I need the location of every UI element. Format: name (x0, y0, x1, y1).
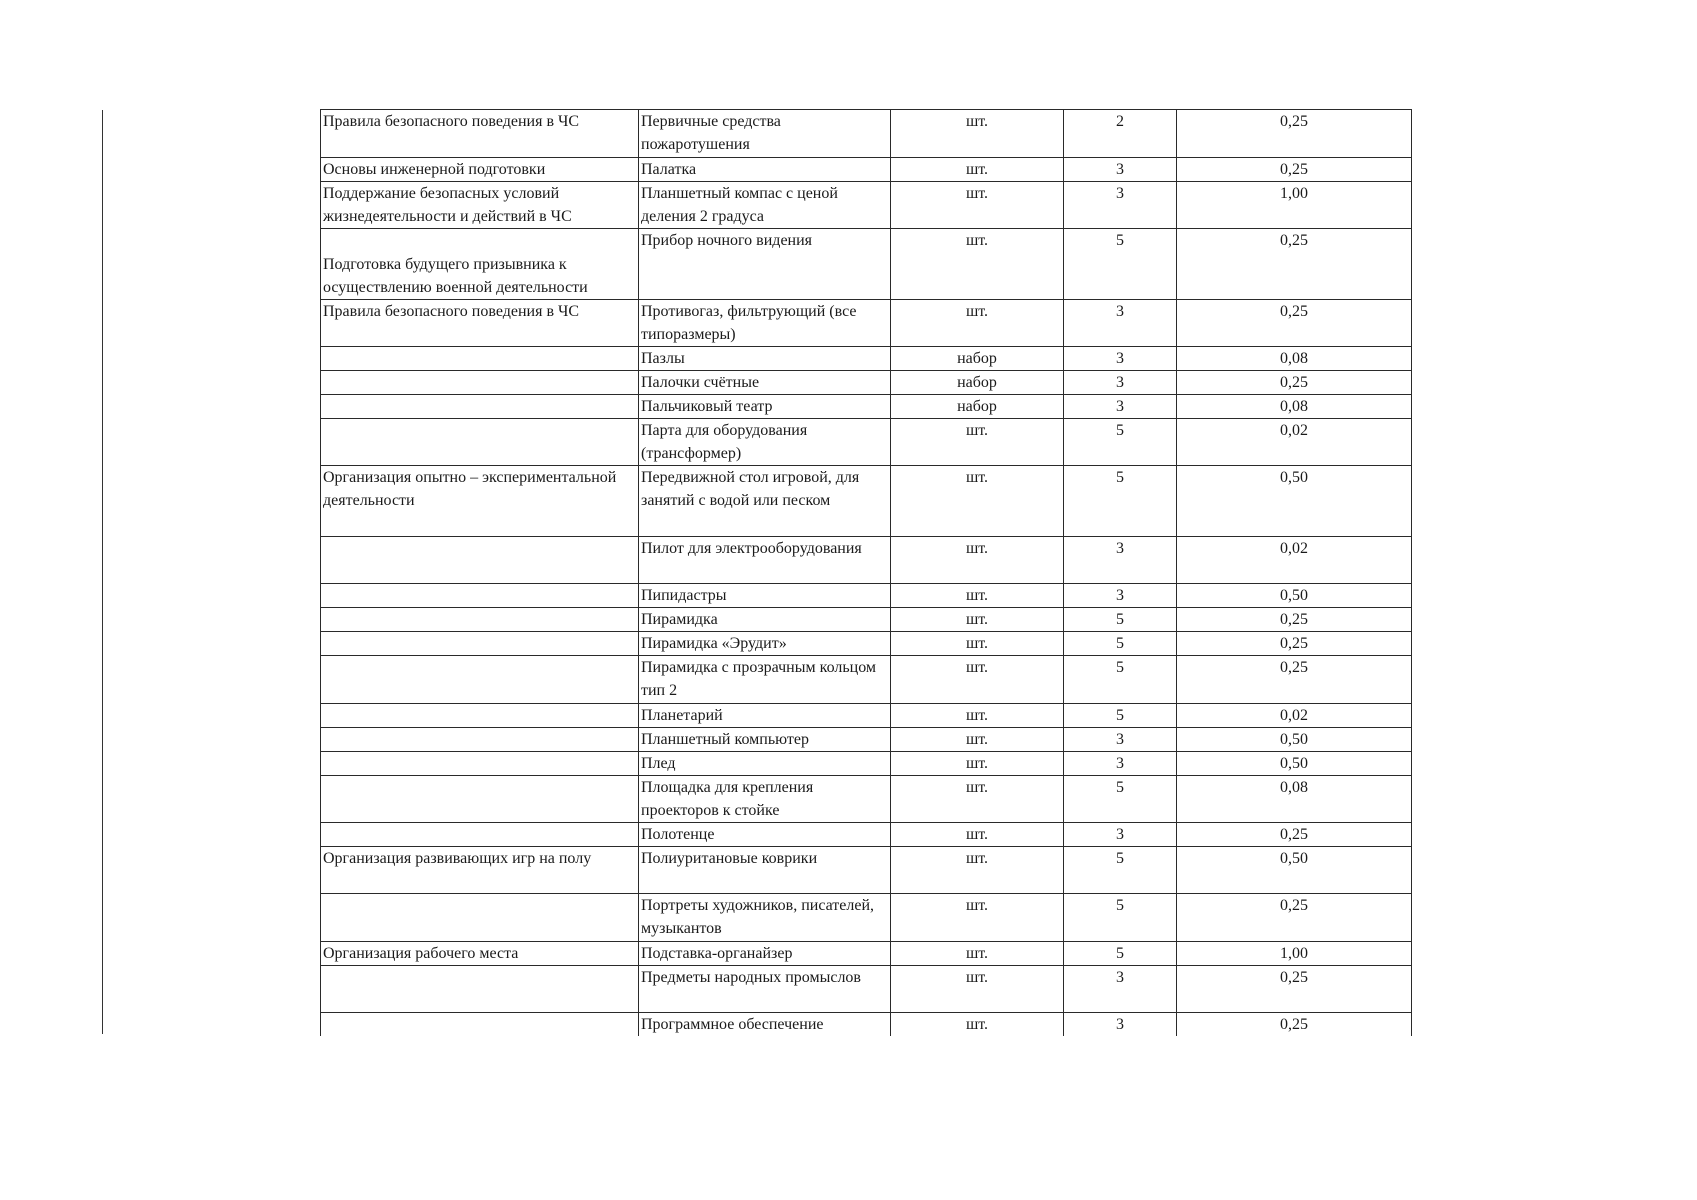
unit-cell: шт. (891, 823, 1064, 847)
table-row (321, 942, 1412, 966)
table-row (321, 608, 1412, 632)
coef-cell: 0,50 (1177, 847, 1412, 894)
coef-cell: 0,25 (1177, 1013, 1412, 1037)
qty-cell: 3 (1064, 537, 1177, 584)
topic-cell (321, 347, 639, 371)
topic-cell (321, 1013, 639, 1037)
unit-cell: шт. (891, 300, 1064, 347)
table-row (321, 347, 1412, 371)
qty-cell: 5 (1064, 894, 1177, 942)
topic-cell (321, 656, 639, 704)
unit-cell: набор (891, 347, 1064, 371)
unit-cell: шт. (891, 752, 1064, 776)
table-row (321, 419, 1412, 466)
table-row (321, 728, 1412, 752)
qty-cell: 5 (1064, 608, 1177, 632)
coef-cell: 0,25 (1177, 110, 1412, 158)
unit-cell: шт. (891, 776, 1064, 823)
table-row (321, 182, 1412, 229)
item-cell: Палочки счётные (639, 371, 891, 395)
topic-cell: Правила безопасного поведения в ЧС (321, 110, 639, 158)
topic-cell: Поддержание безопасных условий жизнедеятельности и действий в ЧС (321, 182, 639, 229)
coef-cell: 1,00 (1177, 942, 1412, 966)
topic-cell: Организация рабочего места (321, 942, 639, 966)
qty-cell: 3 (1064, 371, 1177, 395)
topic-cell (321, 966, 639, 1013)
unit-cell: шт. (891, 466, 1064, 537)
coef-cell: 0,02 (1177, 704, 1412, 728)
item-cell: Пирамидка «Эрудит» (639, 632, 891, 656)
item-cell: Первичные средства пожаротушения (639, 110, 891, 158)
qty-cell: 3 (1064, 966, 1177, 1013)
unit-cell: шт. (891, 942, 1064, 966)
qty-cell: 5 (1064, 229, 1177, 300)
item-cell: Пазлы (639, 347, 891, 371)
unit-cell: шт. (891, 847, 1064, 894)
unit-cell: шт. (891, 728, 1064, 752)
topic-cell (321, 608, 639, 632)
unit-cell: шт. (891, 110, 1064, 158)
coef-cell: 0,25 (1177, 608, 1412, 632)
coef-cell: 0,25 (1177, 823, 1412, 847)
topic-cell (321, 728, 639, 752)
coef-cell: 0,02 (1177, 419, 1412, 466)
unit-cell: шт. (891, 632, 1064, 656)
qty-cell: 3 (1064, 1013, 1177, 1037)
qty-cell: 2 (1064, 110, 1177, 158)
topic-cell (321, 419, 639, 466)
table-row (321, 371, 1412, 395)
item-cell: Подставка-органайзер (639, 942, 891, 966)
unit-cell: набор (891, 371, 1064, 395)
topic-cell (321, 395, 639, 419)
coef-cell: 0,25 (1177, 656, 1412, 704)
qty-cell: 3 (1064, 752, 1177, 776)
table-row (321, 300, 1412, 347)
item-cell: Пипидастры (639, 584, 891, 608)
table-row (321, 632, 1412, 656)
item-cell: Предметы народных промыслов (639, 966, 891, 1013)
coef-cell: 0,25 (1177, 966, 1412, 1013)
unit-cell: шт. (891, 704, 1064, 728)
unit-cell: шт. (891, 966, 1064, 1013)
topic-cell: Подготовка будущего призывника к осуществлению военной деятельности (321, 229, 639, 300)
table-row (321, 158, 1412, 182)
table-row (321, 847, 1412, 894)
qty-cell: 5 (1064, 942, 1177, 966)
topic-cell (321, 537, 639, 584)
topic-cell (321, 894, 639, 942)
item-cell: Планшетный компас с ценой деления 2 градуса (639, 182, 891, 229)
qty-cell: 3 (1064, 584, 1177, 608)
unit-cell: шт. (891, 419, 1064, 466)
table-row (321, 776, 1412, 823)
item-cell: Планетарий (639, 704, 891, 728)
table-row (321, 656, 1412, 704)
topic-cell: Организация развивающих игр на полу (321, 847, 639, 894)
page-margin-line (102, 110, 103, 1034)
coef-cell: 0,50 (1177, 728, 1412, 752)
topic-cell (321, 584, 639, 608)
table-row (321, 584, 1412, 608)
table-row (321, 704, 1412, 728)
topic-cell (321, 632, 639, 656)
table-row (321, 823, 1412, 847)
item-cell: Палатка (639, 158, 891, 182)
unit-cell: шт. (891, 1013, 1064, 1037)
item-cell: Передвижной стол игровой, для занятий с водой или песком (639, 466, 891, 537)
coef-cell: 0,25 (1177, 894, 1412, 942)
coef-cell: 0,08 (1177, 776, 1412, 823)
item-cell: Полотенце (639, 823, 891, 847)
item-cell: Противогаз, фильтрующий (все типоразмеры) (639, 300, 891, 347)
unit-cell: шт. (891, 537, 1064, 584)
item-cell: Парта для оборудования (трансформер) (639, 419, 891, 466)
topic-cell (321, 823, 639, 847)
unit-cell: шт. (891, 158, 1064, 182)
item-cell: Прибор ночного видения (639, 229, 891, 300)
qty-cell: 3 (1064, 158, 1177, 182)
item-cell: Пилот для электрооборудования (639, 537, 891, 584)
unit-cell: шт. (891, 229, 1064, 300)
topic-cell (321, 371, 639, 395)
table-row (321, 537, 1412, 584)
qty-cell: 5 (1064, 704, 1177, 728)
item-cell: Полиуритановые коврики (639, 847, 891, 894)
topic-cell (321, 752, 639, 776)
topic-cell: Правила безопасного поведения в ЧС (321, 300, 639, 347)
unit-cell: шт. (891, 656, 1064, 704)
table-row (321, 466, 1412, 537)
unit-cell: шт. (891, 182, 1064, 229)
table-row (321, 1013, 1412, 1037)
topic-cell: Организация опытно – экспериментальной деятельности (321, 466, 639, 537)
table-row (321, 395, 1412, 419)
item-cell: Пирамидка с прозрачным кольцом тип 2 (639, 656, 891, 704)
item-cell: Пирамидка (639, 608, 891, 632)
table-row (321, 966, 1412, 1013)
unit-cell: шт. (891, 608, 1064, 632)
table-row (321, 110, 1412, 158)
coef-cell: 1,00 (1177, 182, 1412, 229)
coef-cell: 0,50 (1177, 752, 1412, 776)
topic-cell (321, 776, 639, 823)
equipment-table (320, 109, 1412, 1036)
coef-cell: 0,25 (1177, 229, 1412, 300)
item-cell: Пальчиковый театр (639, 395, 891, 419)
coef-cell: 0,02 (1177, 537, 1412, 584)
item-cell: Портреты художников, писателей, музыкантов (639, 894, 891, 942)
topic-cell (321, 704, 639, 728)
qty-cell: 3 (1064, 728, 1177, 752)
coef-cell: 0,25 (1177, 632, 1412, 656)
qty-cell: 5 (1064, 419, 1177, 466)
unit-cell: набор (891, 395, 1064, 419)
table-row (321, 894, 1412, 942)
unit-cell: шт. (891, 584, 1064, 608)
coef-cell: 0,50 (1177, 584, 1412, 608)
coef-cell: 0,08 (1177, 347, 1412, 371)
qty-cell: 3 (1064, 395, 1177, 419)
qty-cell: 5 (1064, 847, 1177, 894)
coef-cell: 0,25 (1177, 371, 1412, 395)
coef-cell: 0,50 (1177, 466, 1412, 537)
item-cell: Плед (639, 752, 891, 776)
topic-cell: Основы инженерной подготовки (321, 158, 639, 182)
unit-cell: шт. (891, 894, 1064, 942)
coef-cell: 0,25 (1177, 158, 1412, 182)
table-row (321, 752, 1412, 776)
qty-cell: 5 (1064, 466, 1177, 537)
item-cell: Площадка для крепления проекторов к стойке (639, 776, 891, 823)
table-row (321, 229, 1412, 300)
item-cell: Планшетный компьютер (639, 728, 891, 752)
qty-cell: 3 (1064, 823, 1177, 847)
qty-cell: 5 (1064, 776, 1177, 823)
coef-cell: 0,25 (1177, 300, 1412, 347)
item-cell: Программное обеспечение (639, 1013, 891, 1037)
qty-cell: 5 (1064, 656, 1177, 704)
qty-cell: 5 (1064, 632, 1177, 656)
qty-cell: 3 (1064, 347, 1177, 371)
qty-cell: 3 (1064, 182, 1177, 229)
coef-cell: 0,08 (1177, 395, 1412, 419)
qty-cell: 3 (1064, 300, 1177, 347)
